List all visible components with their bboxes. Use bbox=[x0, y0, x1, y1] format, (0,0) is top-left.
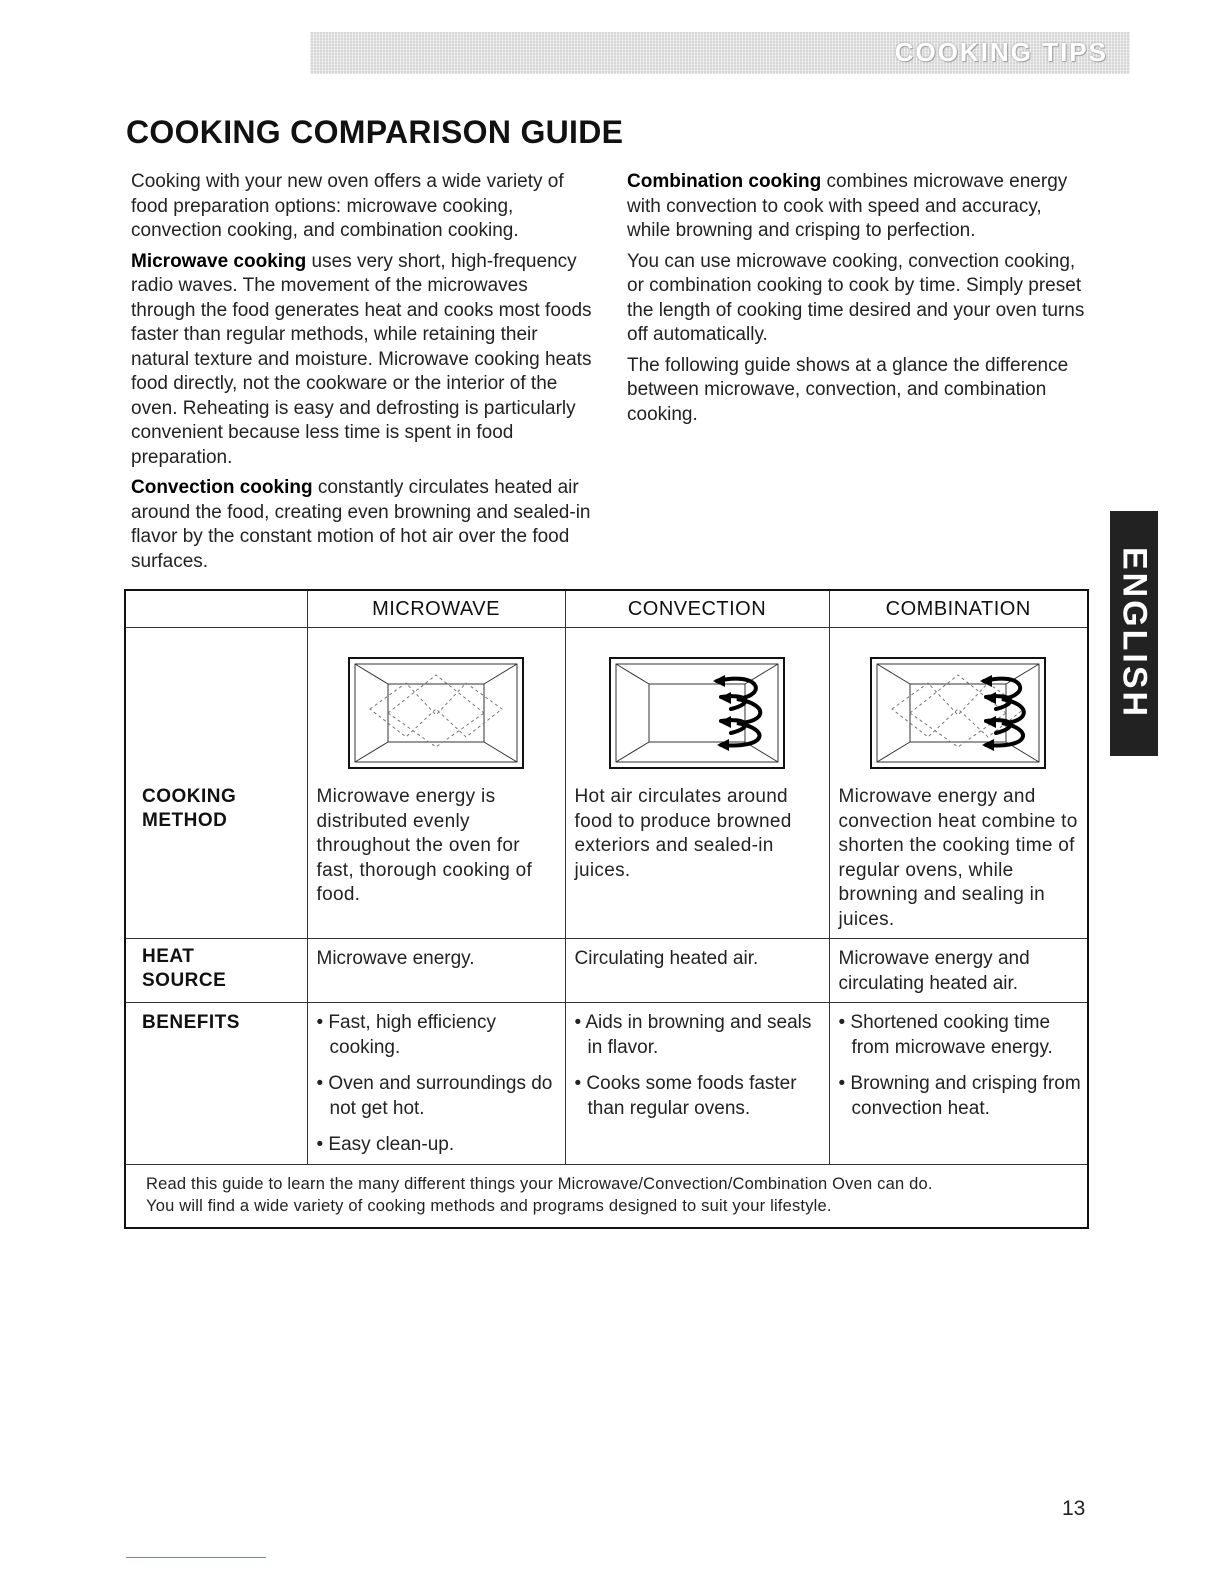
intro-right-column bbox=[627, 170, 1089, 433]
column-header-convection: CONVECTION bbox=[565, 590, 829, 628]
benefit-item: • Oven and surroundings do not get hot. bbox=[316, 1073, 553, 1119]
column-header-microwave: MICROWAVE bbox=[307, 590, 565, 628]
benefit-item: • Browning and crisping from convection heat. bbox=[838, 1073, 1081, 1119]
heat-source-row bbox=[125, 939, 1088, 1003]
intro-left-column bbox=[131, 170, 596, 580]
convection-oven-icon bbox=[609, 657, 785, 769]
cooking-method-label-line2: METHOD bbox=[142, 810, 228, 831]
cooking-method-row bbox=[125, 773, 1088, 939]
illustration-row bbox=[125, 628, 1088, 774]
combination-benefits bbox=[829, 1003, 1088, 1165]
empty-header-cell bbox=[125, 590, 307, 628]
benefits-label: BENEFITS bbox=[125, 1003, 307, 1165]
language-tab bbox=[1110, 511, 1158, 756]
illustration-row-label bbox=[125, 628, 307, 774]
benefit-item: • Shortened cooking time from microwave energy. bbox=[838, 1012, 1053, 1058]
convection-illustration-cell bbox=[565, 628, 829, 774]
language-tab-label: ENGLISH bbox=[1115, 546, 1154, 720]
microwave-cooking-paragraph: Microwave cooking uses very short, high-frequency radio waves. The movement of the microwaves through the food generates heat and cooks most foods faster than regular methods, while retaining their natural texture and moisture. Microwave cooking heats food directly, not the cookware or the interior of the oven. Reheating is easy and defrosting is particularly convenient because less time is spent in food preparation. bbox=[131, 250, 592, 468]
cooking-method-label-line1: COOKING bbox=[142, 786, 237, 807]
combination-cooking-method: Microwave energy and convection heat combine to shorten the cooking time of regular ovens, while browning and sealing in juices. bbox=[829, 773, 1088, 939]
page-title: COOKING COMPARISON GUIDE bbox=[126, 114, 624, 150]
convection-heat-source: Circulating heated air. bbox=[565, 939, 829, 1003]
cook-by-time-paragraph: You can use microwave cooking, convection cooking, or combination cooking to cook by time. Simply preset the length of cooking time desired and your oven turns off automatically. bbox=[627, 250, 1085, 345]
table-footer-note bbox=[125, 1164, 1088, 1228]
convection-cooking-method: Hot air circulates around food to produce browned exteriors and sealed-in juices. bbox=[565, 773, 829, 939]
microwave-illustration-cell bbox=[307, 628, 565, 774]
intro-paragraph: Cooking with your new oven offers a wide variety of food preparation options: microwave cooking, convection cooking, and combination cooking. bbox=[131, 171, 564, 241]
convection-benefits bbox=[565, 1003, 829, 1165]
heat-source-label bbox=[125, 939, 307, 1003]
combination-illustration-cell bbox=[829, 628, 1088, 774]
microwave-cooking-method: Microwave energy is distributed evenly throughout the oven for fast, thorough cooking of food. bbox=[307, 773, 565, 939]
guide-intro-paragraph: The following guide shows at a glance the difference between microwave, convection, and combination cooking. bbox=[627, 354, 1069, 425]
cooking-method-label bbox=[125, 773, 307, 939]
combination-cooking-paragraph: Combination cooking combines microwave energy with convection to cook with speed and accuracy, while browning and crisping to perfection. bbox=[627, 171, 1068, 241]
benefits-row bbox=[125, 1003, 1088, 1165]
heat-source-label-line1: HEAT bbox=[142, 946, 195, 967]
footer-note-line1: Read this guide to learn the many different things your Microwave/Convection/Combination Oven can do. bbox=[146, 1174, 933, 1193]
microwave-oven-icon bbox=[348, 657, 524, 769]
benefit-item: • Fast, high efficiency cooking. bbox=[316, 1012, 496, 1058]
section-label: COOKING TIPS bbox=[894, 37, 1108, 67]
section-header-bar bbox=[310, 32, 1130, 74]
benefit-item: • Aids in browning and seals in flavor. bbox=[574, 1012, 812, 1058]
microwave-heat-source: Microwave energy. bbox=[307, 939, 565, 1003]
benefit-item: • Cooks some foods faster than regular ovens. bbox=[574, 1073, 797, 1119]
column-header-combination: COMBINATION bbox=[829, 590, 1088, 628]
table-footer-row bbox=[125, 1164, 1088, 1228]
convection-cooking-paragraph: Convection cooking constantly circulates heated air around the food, creating even browning and sealed-in flavor by the constant motion of hot air over the food surfaces. bbox=[131, 477, 591, 572]
table-header-row bbox=[125, 590, 1088, 628]
combination-heat-source: Microwave energy and circulating heated air. bbox=[829, 939, 1088, 1003]
heat-source-label-line2: SOURCE bbox=[142, 970, 227, 991]
microwave-benefits bbox=[307, 1003, 565, 1165]
scan-edge-line bbox=[126, 1557, 266, 1558]
combination-oven-icon bbox=[870, 657, 1046, 769]
comparison-table bbox=[124, 589, 1089, 1229]
footer-note-line2: You will find a wide variety of cooking methods and programs designed to suit your lifestyle. bbox=[146, 1196, 832, 1215]
benefit-item: • Easy clean-up. bbox=[316, 1134, 455, 1155]
page-number: 13 bbox=[1062, 1497, 1086, 1520]
